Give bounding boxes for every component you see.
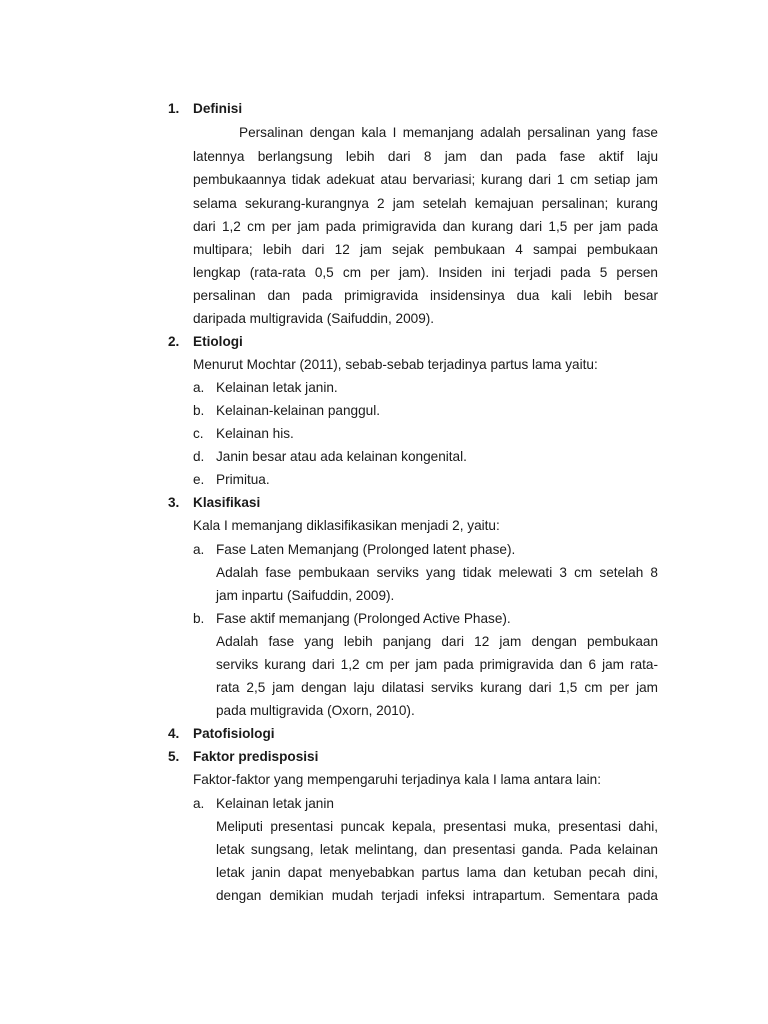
paragraph-line: selama sekurang-kurangnya 2 jam setelah kemajuan persalinan; kurang [193,196,658,211]
list-item: Kelainan letak janin [216,796,334,811]
item-description-line: rata 2,5 jam dengan laju dilatasi serviks kurang dari 1,5 cm per jam [216,680,658,695]
list-item: Fase Laten Memanjang (Prolonged latent phase). [216,542,516,557]
section-intro: Kala I memanjang diklasifikasikan menjadi 2, yaitu: [193,518,500,533]
list-item: Janin besar atau ada kelainan kongenital. [216,449,467,464]
item-description-line: Adalah fase pembukaan serviks yang tidak melewati 3 cm setelah 8 [216,565,658,580]
item-description-line: letak janin dapat menyebabkan partus lama dan ketuban pecah dini, [216,865,658,880]
section-number: 5. [168,749,180,764]
section-number: 1. [168,101,180,116]
list-item: Kelainan his. [216,426,294,441]
list-letter: b. [193,403,205,418]
item-description-line: pada multigravida (Oxorn, 2010). [216,703,415,718]
section-title-definisi: Definisi [193,101,243,116]
list-letter: a. [193,796,205,811]
list-letter: e. [193,472,205,487]
paragraph-line: Persalinan dengan kala I memanjang adalah persalinan yang fase [239,125,658,140]
item-description-line: dengan demikian mudah terjadi infeksi intrapartum. Sementara pada [216,888,658,903]
item-description-line: letak sungsang, letak melintang, dan presentasi ganda. Pada kelainan [216,842,658,857]
section-number: 4. [168,726,180,741]
section-intro: Menurut Mochtar (2011), sebab-sebab terjadinya partus lama yaitu: [193,357,598,372]
item-description-line: jam inpartu (Saifuddin, 2009). [216,588,395,603]
section-number: 2. [168,334,180,349]
paragraph-line: dari 1,2 cm per jam pada primigravida dan kurang dari 1,5 per jam pada [193,219,658,234]
paragraph-line: pembukaannya tidak adekuat atau bervariasi; kurang dari 1 cm setiap jam [193,172,658,187]
paragraph-line: lengkap (rata-rata 0,5 cm per jam). Insiden ini terjadi pada 5 persen [193,265,658,280]
item-description-line: Meliputi presentasi puncak kepala, presentasi muka, presentasi dahi, [216,819,658,834]
list-item: Fase aktif memanjang (Prolonged Active Phase). [216,611,511,626]
paragraph-line: latennya berlangsung lebih dari 8 jam dan pada fase aktif laju [193,149,658,164]
list-letter: a. [193,542,205,557]
section-number: 3. [168,495,180,510]
list-item: Kelainan-kelainan panggul. [216,403,381,418]
paragraph-line: multipara; lebih dari 12 jam sejak pembukaan 4 sampai pembukaan [193,242,658,257]
item-description-line: serviks kurang dari 1,2 cm per jam pada primigravida dan 6 jam rata- [216,657,658,672]
section-title-patofisiologi: Patofisiologi [193,726,275,741]
list-letter: d. [193,449,205,464]
section-title-faktor-predisposisi: Faktor predisposisi [193,749,319,764]
section-title-etiologi: Etiologi [193,334,243,349]
list-item: Primitua. [216,472,270,487]
list-letter: c. [193,426,204,441]
list-letter: b. [193,611,205,626]
item-description-line: Adalah fase yang lebih panjang dari 12 jam dengan pembukaan [216,634,658,649]
paragraph-line: persalinan dan pada primigravida insidensinya dua kali lebih besar [193,288,658,303]
section-intro: Faktor-faktor yang mempengaruhi terjadinya kala I lama antara lain: [193,772,602,787]
section-title-klasifikasi: Klasifikasi [193,495,261,510]
list-letter: a. [193,380,205,395]
list-item: Kelainan letak janin. [216,380,338,395]
paragraph-line: daripada multigravida (Saifuddin, 2009). [193,311,435,326]
